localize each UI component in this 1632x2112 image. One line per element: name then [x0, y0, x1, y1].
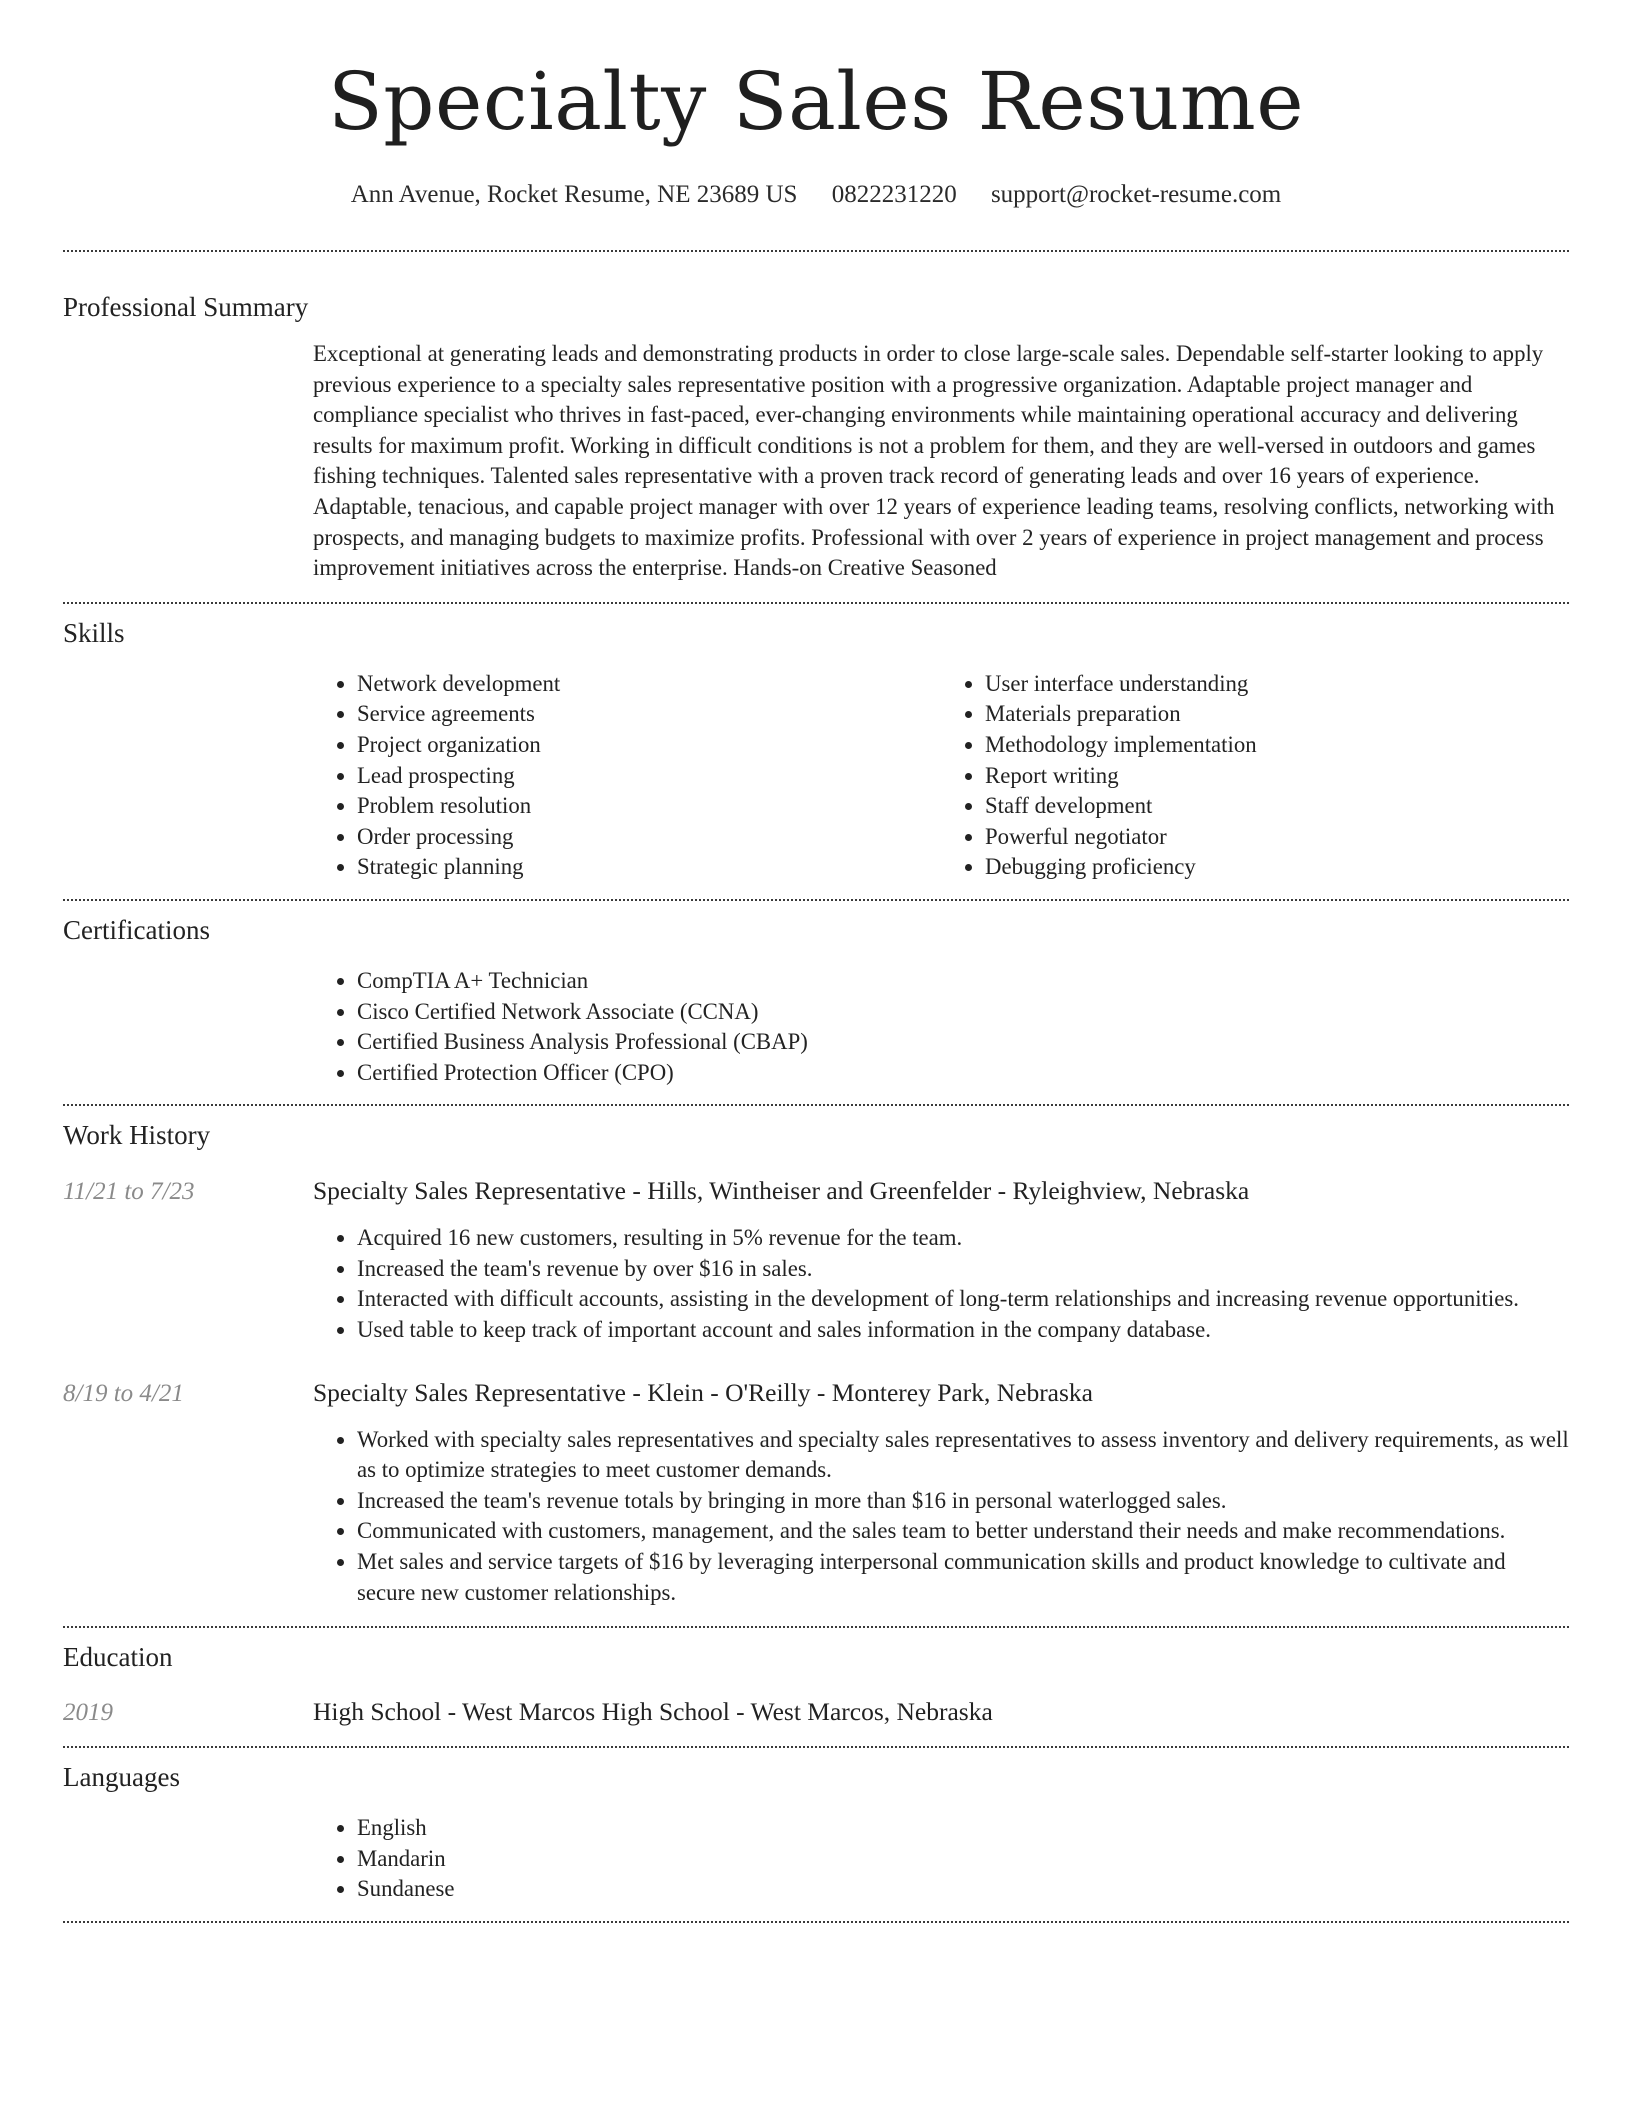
- contact-phone: 0822231220: [831, 181, 957, 208]
- contact-email: support@rocket-resume.com: [990, 181, 1282, 208]
- list-item: • Service agreements: [357, 699, 941, 730]
- skills-list-left: [313, 669, 941, 883]
- work-heading: Work History: [63, 1120, 211, 1151]
- list-item: • User interface understanding: [985, 669, 1569, 700]
- list-item: • Acquired 16 new customers, resulting in 5% revenue for the team.: [357, 1223, 1569, 1254]
- summary-section: [63, 252, 1569, 584]
- education-title: High School - West Marcos High School - West Marcos, Nebraska: [313, 1697, 993, 1727]
- list-item: • Lead prospecting: [357, 761, 941, 792]
- list-item: • Certified Protection Officer (CPO): [357, 1058, 1569, 1089]
- job-title: Specialty Sales Representative - Hills, Wintheiser and Greenfelder - Ryleighview, Nebraska: [313, 1176, 1250, 1206]
- contact-line: [63, 178, 1569, 212]
- job-bullets: [313, 1425, 1569, 1609]
- list-item: • Report writing: [985, 761, 1569, 792]
- list-item: • Increased the team's revenue totals by bringing in more than $16 in personal waterlogged sales.: [357, 1486, 1569, 1517]
- list-item: • Worked with specialty sales representatives and specialty sales representatives to assess inventory and delivery requirements, as well as to optimize strategies to meet customer demands.: [357, 1425, 1569, 1486]
- certifications-heading: Certifications: [63, 914, 210, 945]
- list-item: • Powerful negotiator: [985, 822, 1569, 853]
- skills-section: [63, 604, 1569, 883]
- job-dates: 8/19 to 4/21: [63, 1379, 184, 1407]
- education-heading: Education: [63, 1642, 173, 1673]
- list-item: • Project organization: [357, 730, 941, 761]
- languages-section: [63, 1748, 1569, 1905]
- languages-list: [313, 1813, 1569, 1905]
- summary-text: Exceptional at generating leads and demonstrating products in order to close large-scale sales. Dependable self-starter looking to apply previous experience to a specialty sales representative position with a progressive organization. Adaptable project manager and compliance specialist who thrives in fast-paced, ever-changing environments while maintaining operational accuracy and delivering results for maximum profit. Working in difficult conditions is not a problem for them, and they are well-versed in outdoors and games fishing techniques. Talented sales representative with a proven track record of generating leads and over 16 years of experience. Adaptable, tenacious, and capable project manager with over 12 years of experience leading teams, resolving conflicts, networking with prospects, and managing budgets to maximize profits. Professional with over 2 years of experience in project management and process improvement initiatives across the enterprise. Hands-on Creative Seasoned: [313, 341, 1555, 581]
- job-entry: [63, 1174, 1569, 1345]
- list-item: • Order processing: [357, 822, 941, 853]
- list-item: • Strategic planning: [357, 852, 941, 883]
- certifications-list: [313, 966, 1569, 1088]
- list-item: • Sundanese: [357, 1874, 1569, 1905]
- list-item: • Increased the team's revenue by over $16 in sales.: [357, 1254, 1569, 1285]
- list-item: • Communicated with customers, management, and the sales team to better understand their needs and make recommendations.: [357, 1516, 1569, 1547]
- divider: [63, 1921, 1569, 1923]
- work-section: [63, 1106, 1569, 1608]
- list-item: • Methodology implementation: [985, 730, 1569, 761]
- summary-heading: Professional Summary: [63, 292, 309, 322]
- list-item: • Materials preparation: [985, 699, 1569, 730]
- contact-address: Ann Avenue, Rocket Resume, NE 23689 US: [350, 181, 798, 208]
- list-item: • Mandarin: [357, 1844, 1569, 1875]
- job-entry: [63, 1376, 1569, 1609]
- list-item: • Cisco Certified Network Associate (CCNA): [357, 997, 1569, 1028]
- education-section: [63, 1628, 1569, 1730]
- list-item: • Interacted with difficult accounts, assisting in the development of long-term relationships and increasing revenue opportunities.: [357, 1284, 1569, 1315]
- job-title: Specialty Sales Representative - Klein - O'Reilly - Monterey Park, Nebraska: [313, 1377, 1093, 1407]
- job-dates: 11/21 to 7/23: [63, 1178, 195, 1206]
- list-item: • Used table to keep track of important account and sales information in the company database.: [357, 1315, 1569, 1346]
- list-item: • English: [357, 1813, 1569, 1844]
- list-item: • Debugging proficiency: [985, 852, 1569, 883]
- list-item: • CompTIA A+ Technician: [357, 966, 1569, 997]
- list-item: • Staff development: [985, 791, 1569, 822]
- list-item: • Network development: [357, 669, 941, 700]
- skills-heading: Skills: [63, 617, 125, 648]
- certifications-section: [63, 901, 1569, 1088]
- list-item: • Certified Business Analysis Professional (CBAP): [357, 1027, 1569, 1058]
- education-year: 2019: [63, 1699, 113, 1727]
- languages-heading: Languages: [63, 1762, 180, 1793]
- skills-list-right: [941, 669, 1569, 883]
- job-bullets: [313, 1223, 1569, 1345]
- resume-title: Specialty Sales Resume: [327, 55, 1305, 148]
- list-item: • Problem resolution: [357, 791, 941, 822]
- list-item: • Met sales and service targets of $16 by leveraging interpersonal communication skills and product knowledge to cultivate and secure new customer relationships.: [357, 1547, 1569, 1608]
